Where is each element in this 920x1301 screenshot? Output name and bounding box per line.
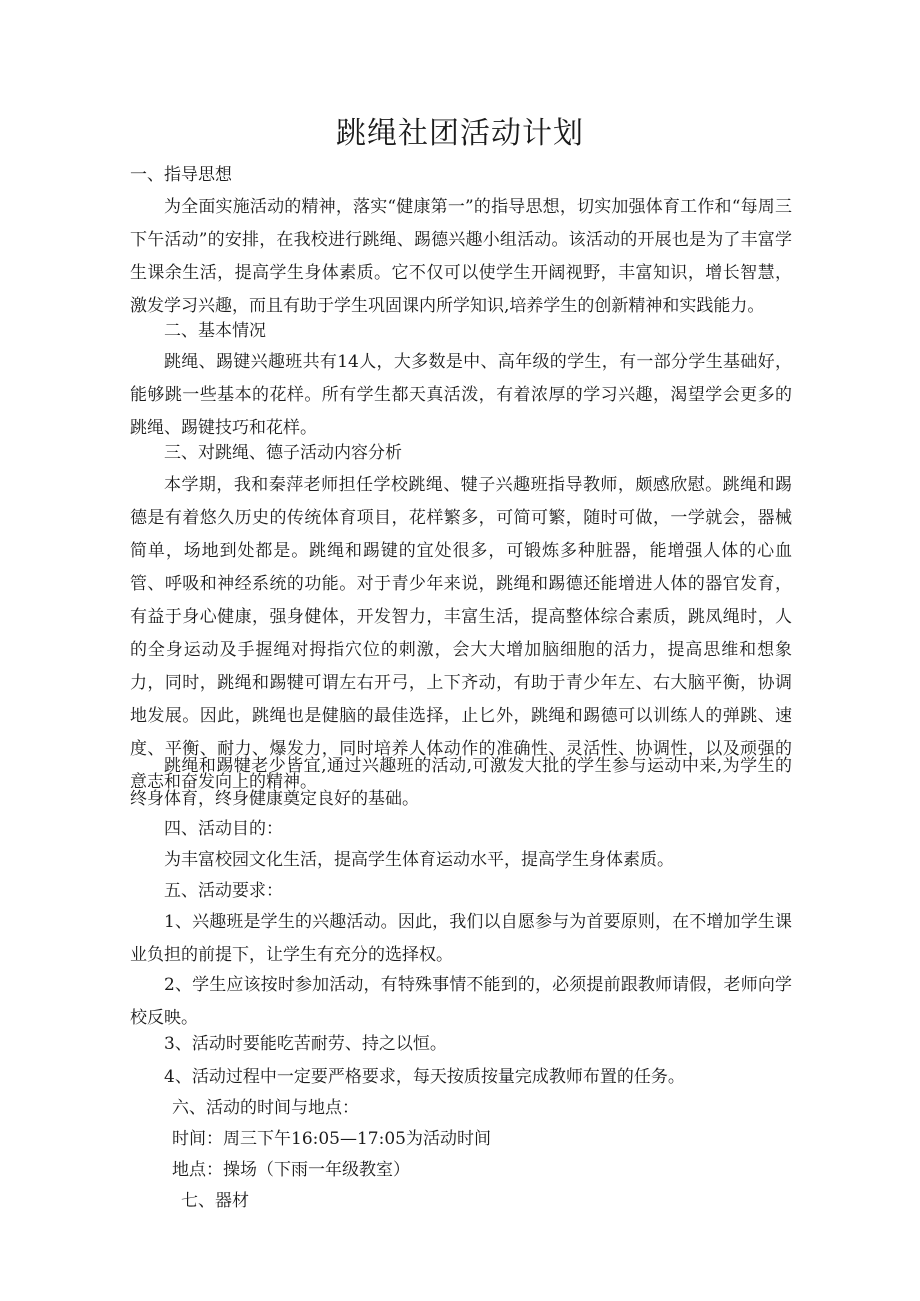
section-heading-content-analysis: 三、对跳绳、德子活动内容分析: [164, 443, 402, 463]
requirement-item-1: 1、兴趣班是学生的兴趣活动。因此，我们以自愿参与为首要原则，在不增加学生课业负担的前提下，让学生有充分的选择权。: [130, 912, 792, 965]
paragraph-basic-info: 跳绳、踢键兴趣班共有14人，大多数是中、高年级的学生，有一部分学生基础好，能够跳一些基本的花样。所有学生都天真活泼，有着浓厚的学习兴趣，渴望学会更多的跳绳、踢键技巧和花样。: [130, 352, 792, 438]
paragraph-guiding-idea: 为全面实施活动的精神，落实“健康第一”的指导思想，切实加强体育工作和“每周三下午活动”的安排，在我校进行跳绳、踢德兴趣小组活动。该活动的开展也是为了丰富学生课余生活，提高学生身体素质。它不仅可以使学生开阔视野，丰富知识，增长智慧，激发学习兴趣，而且有助于学生巩固课内所学知识,培养学生的创新精神和实践能力。: [130, 197, 792, 316]
section-heading-purpose: 四、活动目的：: [164, 819, 283, 839]
requirement-item-4: 4、活动过程中一定要严格要求，每天按质按量完成教师布置的任务。: [164, 1067, 685, 1087]
section-heading-equipment: 七、器材: [181, 1191, 249, 1211]
paragraph-conclusion: 跳绳和踢犍老少皆宜,通过兴趣班的活动,可激发大批的学生参与运动中来,为学生的终身体育，终身健康奠定良好的基础。: [130, 756, 792, 809]
section-heading-guiding-idea: 一、指导思想: [130, 165, 232, 185]
section-heading-basic-info: 二、基本情况: [164, 321, 266, 341]
section-heading-time-place: 六、活动的时间与地点：: [172, 1098, 359, 1118]
requirement-item-2: 2、学生应该按时参加活动，有特殊事情不能到的，必须提前跟教师请假，老师向学校反映。: [130, 975, 792, 1028]
section-heading-requirements: 五、活动要求：: [164, 881, 283, 901]
paragraph-content-analysis: 本学期，我和秦萍老师担任学校跳绳、犍子兴趣班指导教师，颇感欣慰。跳绳和踢德是有着悠久历史的传统体育项目，花样繁多，可简可繁，随时可做，一学就会，器械简单，场地到处都是。跳绳和踢键的宜处很多，可锻炼多种脏器，能增强人体的心血管、呼吸和神经系统的功能。对于青少年来说，跳绳和踢德还能增进人体的器官发育，有益于身心健康，强身健体，开发智力，丰富生活，提高整体综合素质，跳凤绳时，人的全身运动及手握绳对拇指穴位的刺激，会大大增加脑细胞的活力，提高思维和想象力，同时，跳绳和踢犍可谓左右开弓，上下齐动，有助于青少年左、右大脑平衡，协调地发展。因此，跳绳也是健脑的最佳选择，止匕外，跳绳和踢德可以训练人的弹跳、速度、平衡、耐力、爆发力，同时培养人体动作的准确性、灵活性、协调性，以及顽强的意志和奋发向上的精神。: [130, 475, 792, 792]
activity-place: 地点：操场（下雨一年级教室）: [172, 1160, 410, 1180]
activity-time: 时间：周三下午16:05—17:05为活动时间: [172, 1129, 491, 1149]
paragraph-purpose: 为丰富校园文化生活，提高学生体育运动水平，提高学生身体素质。: [164, 850, 674, 870]
requirement-item-3: 3、活动时要能吃苦耐劳、持之以恒。: [164, 1034, 447, 1054]
document-title: 跳绳社团活动计划: [336, 116, 584, 151]
